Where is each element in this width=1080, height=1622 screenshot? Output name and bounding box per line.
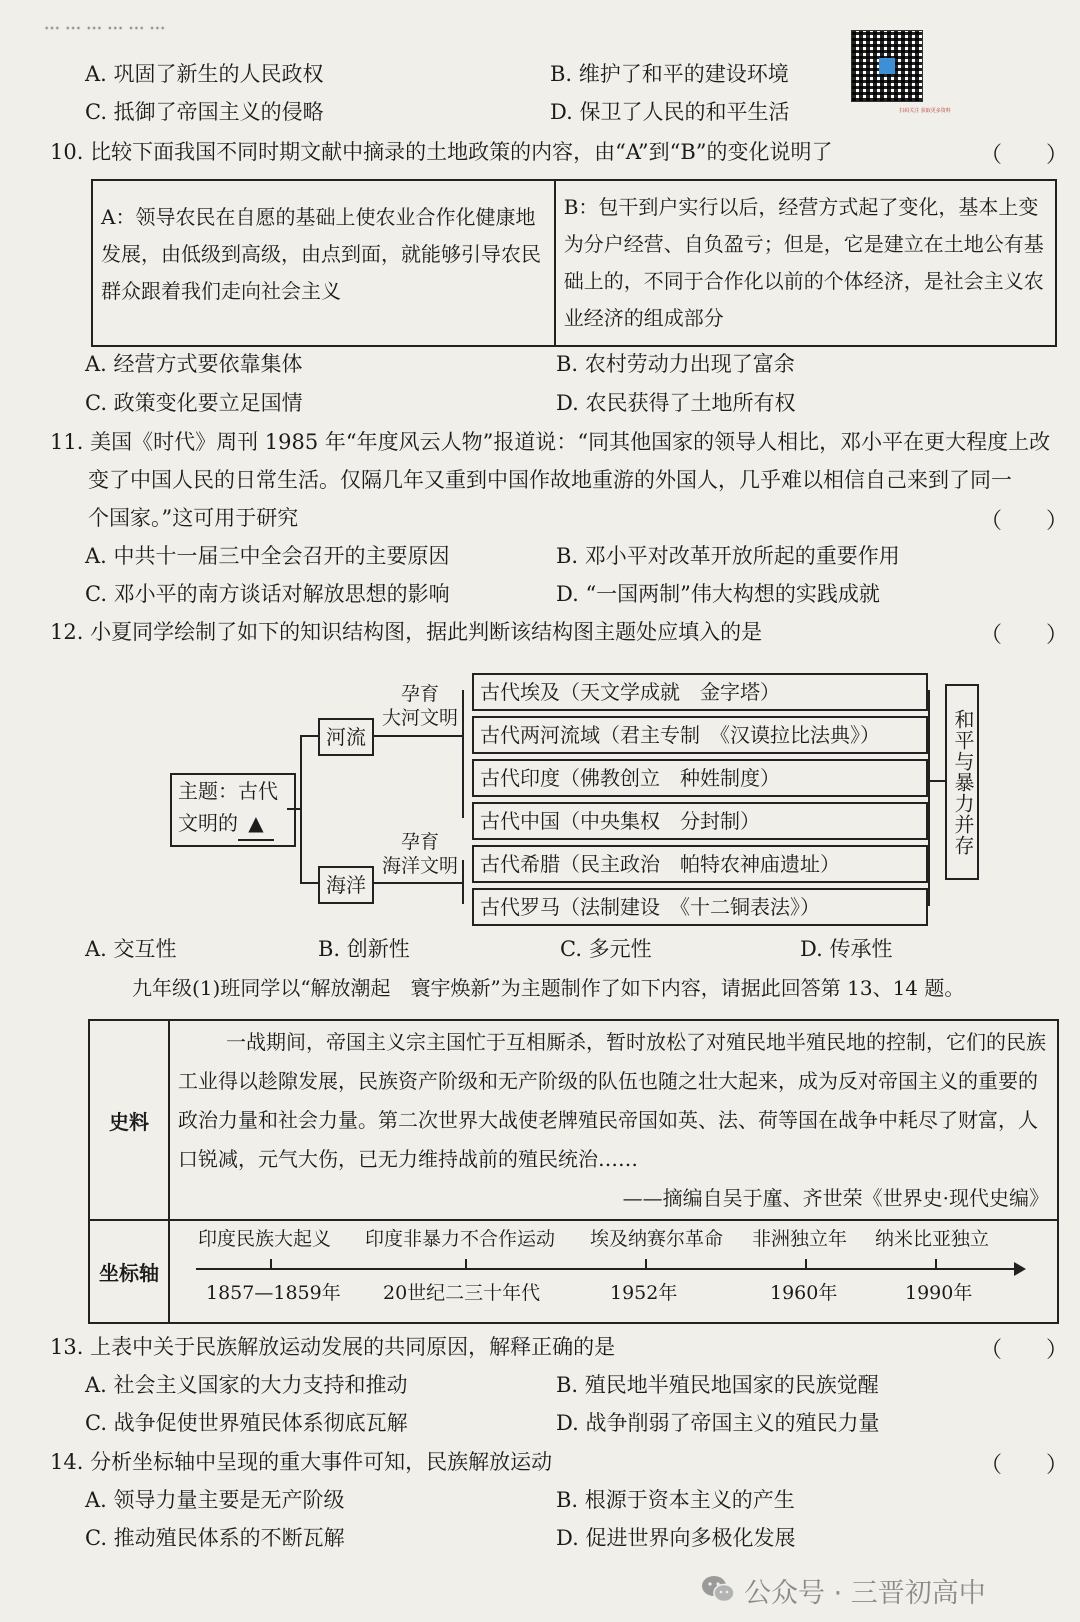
q10-text-b: B：包干到户实行以后，经营方式起了变化，基本上变为分户经营、自负盈亏；但是，它是建立在土地公有基础上的，不同于合作化以前的个体经济，是社会主义农业经济的组成部分 [555, 180, 1056, 346]
q13-option-d: D. 战争削弱了帝国主义的殖民力量 [556, 1411, 880, 1435]
year-2: 20世纪二三十年代 [383, 1282, 541, 1304]
q12-option-a: A. 交互性 [85, 937, 177, 961]
q12-answer-paren: （ ） [980, 623, 1069, 648]
theme-blank-triangle: ▲ [238, 807, 274, 841]
q9-option-c: C. 抵御了帝国主义的侵略 [85, 100, 324, 124]
q10-comparison-table [91, 179, 1057, 347]
q14-option-d: D. 促进世界向多极化发展 [556, 1526, 796, 1550]
timeline-tick [935, 1259, 937, 1269]
q12-option-d: D. 传承性 [800, 937, 893, 961]
watermark-text: 公众号 · 三晋初高中 [744, 1578, 986, 1609]
civ-egypt: 古代埃及（天文学成就 金字塔） [472, 673, 928, 711]
q11-stem-line2: 变了中国人民的日常生活。仅隔几年又重到中国作故地重游的外国人，几乎难以相信自己来到了同一 [88, 468, 1012, 492]
year-3: 1952年 [610, 1282, 678, 1304]
q13-option-c: C. 战争促使世界殖民体系彻底瓦解 [85, 1411, 408, 1435]
q11-option-a: A. 中共十一届三中全会召开的主要原因 [85, 544, 450, 568]
tree-connector [300, 735, 302, 883]
tree-connector [287, 808, 301, 810]
tree-connector [928, 780, 945, 782]
label-shiliao: 史料 [89, 1020, 169, 1220]
timeline-axis [196, 1268, 1016, 1270]
conclusion-box: 和平与暴力并存 [945, 684, 979, 880]
q9-option-b: B. 维护了和平的建设环境 [550, 62, 789, 86]
intro-13-14: 九年级(1)班同学以“解放潮起 寰宇焕新”为主题制作了如下内容，请据此回答第 13、14 题。 [132, 976, 965, 1000]
q11-option-c: C. 邓小平的南方谈话对解放思想的影响 [85, 582, 450, 606]
q14-stem: 14. 分析坐标轴中呈现的重大事件可知，民族解放运动 [50, 1450, 553, 1474]
wechat-icon [700, 1574, 736, 1604]
q14-option-b: B. 根源于资本主义的产生 [556, 1488, 795, 1512]
civ-rome: 古代罗马（法制建设 《十二铜表法》） [472, 888, 928, 926]
q12-option-c: C. 多元性 [560, 937, 652, 961]
tree-connector [462, 690, 464, 818]
timeline-arrow-icon [1014, 1262, 1026, 1276]
theme-line1: 主题：古代 [178, 779, 278, 803]
ocean-box: 海洋 [318, 866, 374, 904]
tree-connector [300, 882, 318, 884]
theme-box [170, 773, 296, 847]
q10-text-a: A：领导农民在自愿的基础上使农业合作化健康地发展，由低级到高级，由点到面，就能够引导农民群众跟着我们走向社会主义 [92, 180, 555, 346]
q14-answer-paren: （ ） [980, 1453, 1069, 1478]
q12-stem: 12. 小夏同学绘制了如下的知识结构图，据此判断该结构图主题处应填入的是 [50, 620, 763, 644]
q14-option-c: C. 推动殖民体系的不断瓦解 [85, 1526, 345, 1550]
tree-connector [300, 735, 318, 737]
timeline-tick [270, 1259, 272, 1269]
shiliao-source: ——摘编自吴于廑、齐世荣《世界史·现代史编》 [622, 1186, 1049, 1210]
river-arrow-label: 孕育 大河文明 [381, 683, 458, 729]
timeline-tick [465, 1259, 467, 1269]
tree-connector [928, 690, 930, 906]
river-box: 河流 [318, 718, 374, 756]
timeline-tick [645, 1259, 647, 1269]
q10-answer-paren: （ ） [980, 143, 1069, 168]
q10-option-d: D. 农民获得了土地所有权 [556, 391, 796, 415]
year-4: 1960年 [770, 1282, 838, 1304]
ocean-arrow-label: 孕育 海洋文明 [381, 831, 458, 877]
q11-option-d: D. “一国两制”伟大构想的实践成就 [556, 582, 880, 606]
theme-line2: 文明的 ▲ [178, 807, 288, 841]
q11-stem-line3: 个国家。”这可用于研究 [88, 506, 299, 530]
year-5: 1990年 [905, 1282, 973, 1304]
q14-option-a: A. 领导力量主要是无产阶级 [85, 1488, 345, 1512]
q9-option-a: A. 巩固了新生的人民政权 [85, 62, 324, 86]
civ-china: 古代中国（中央集权 分封制） [472, 802, 928, 840]
label-axis: 坐标轴 [89, 1220, 169, 1323]
q10-option-a: A. 经营方式要依靠集体 [85, 352, 303, 376]
q11-answer-paren: （ ） [980, 509, 1069, 534]
cut-off-header: … … … … … … [44, 14, 166, 33]
civ-greece: 古代希腊（民主政治 帕特农神庙遗址） [472, 845, 928, 883]
qr-code-icon [851, 30, 923, 102]
civ-india: 古代印度（佛教创立 种姓制度） [472, 759, 928, 797]
tree-connector [372, 735, 462, 737]
q9-option-d: D. 保卫了人民的和平生活 [550, 100, 790, 124]
q11-stem-line1: 11. 美国《时代》周刊 1985 年“年度风云人物”报道说：“同其他国家的领导人相比，邓小平在更大程度上改 [50, 430, 1051, 454]
q10-option-b: B. 农村劳动力出现了富余 [556, 352, 795, 376]
civ-mesopotamia: 古代两河流域（君主专制 《汉谟拉比法典》） [472, 716, 928, 754]
event-5: 纳米比亚独立 [875, 1228, 990, 1250]
event-2: 印度非暴力不合作运动 [365, 1228, 556, 1250]
event-3: 埃及纳赛尔革命 [590, 1228, 724, 1250]
shiliao-text: 一战期间，帝国主义宗主国忙于互相厮杀，暂时放松了对殖民地半殖民地的控制，它们的民族工业得以趁隙发展，民族资产阶级和无产阶级的队伍也随之壮大起来，成为反对帝国主义的重要的政治力量和社会力量。第二次世界大战使老牌殖民帝国如英、法、荷等国在战争中耗尽了财富，人口锐减，元气大伤，已无力维持战前的殖民统治…… [178, 1030, 1046, 1171]
q10-stem: 10. 比较下面我国不同时期文献中摘录的土地政策的内容，由“A”到“B”的变化说明了 [50, 140, 833, 164]
tree-connector [372, 882, 462, 884]
q13-option-a: A. 社会主义国家的大力支持和推动 [85, 1373, 408, 1397]
timeline-tick [805, 1259, 807, 1269]
tree-connector [462, 860, 464, 904]
q12-option-b: B. 创新性 [318, 937, 410, 961]
q11-option-b: B. 邓小平对改革开放所起的重要作用 [556, 544, 900, 568]
q13-stem: 13. 上表中关于民族解放运动发展的共同原因，解释正确的是 [50, 1335, 616, 1359]
shiliao-cell [169, 1020, 1058, 1220]
q13-option-b: B. 殖民地半殖民地国家的民族觉醒 [556, 1373, 879, 1397]
event-1: 印度民族大起义 [198, 1228, 332, 1250]
event-4: 非洲独立年 [752, 1228, 848, 1250]
qr-caption: 扫码关注 获取更多资料 [899, 108, 951, 114]
q13-answer-paren: （ ） [980, 1338, 1069, 1363]
year-1: 1857—1859年 [206, 1282, 341, 1304]
q10-option-c: C. 政策变化要立足国情 [85, 391, 303, 415]
